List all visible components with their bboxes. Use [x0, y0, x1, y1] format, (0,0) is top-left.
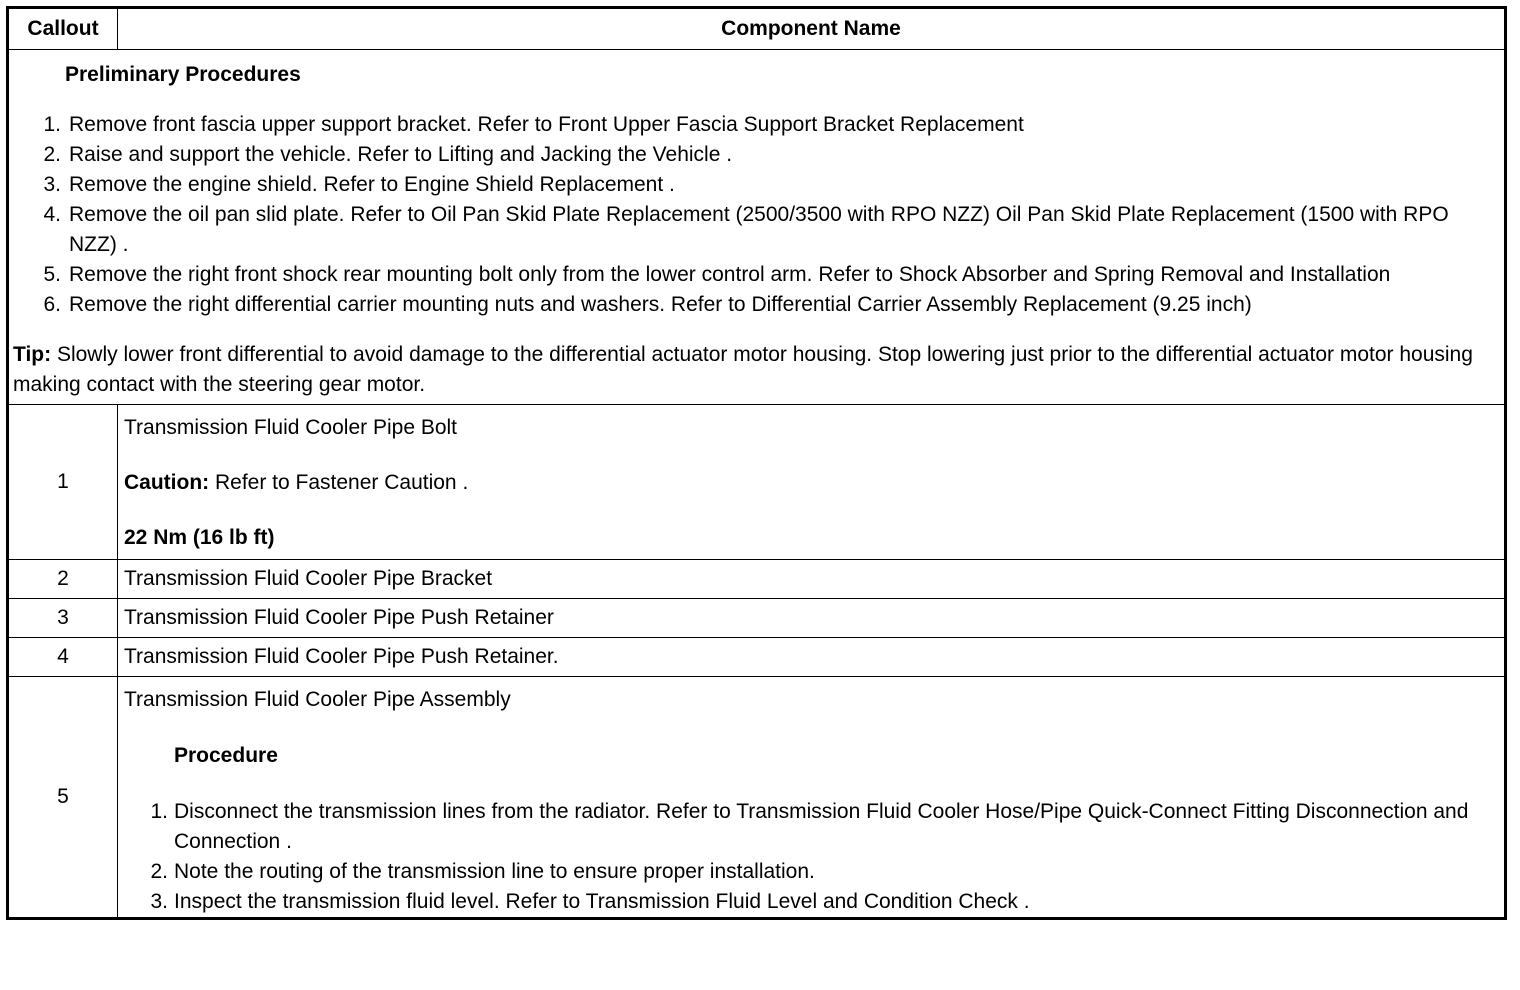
callout-number: 3	[8, 599, 118, 638]
step-number: 6.	[43, 293, 61, 316]
step-number: 3.	[150, 890, 168, 913]
procedure-step	[150, 887, 1498, 917]
step-text: Remove the engine shield. Refer to Engine Shield Replacement .	[69, 173, 675, 196]
torque-spec: 22 Nm (16 lb ft)	[124, 526, 275, 549]
preliminary-row	[8, 50, 1506, 405]
caution-label: Caution:	[124, 471, 210, 494]
step-text: Remove the right front shock rear mounting bolt only from the lower control arm. Refer to Shock Absorber and Spring Removal and Installation	[69, 263, 1391, 286]
tip-label: Tip:	[13, 343, 52, 366]
component-table	[6, 6, 1507, 920]
table-row	[8, 405, 1506, 560]
callout-number: 2	[8, 560, 118, 599]
table-row	[8, 677, 1506, 919]
component-name: Transmission Fluid Cooler Pipe Bracket	[118, 560, 1506, 599]
step-number: 3.	[43, 173, 61, 196]
component-name: Transmission Fluid Cooler Pipe Bolt	[124, 416, 458, 439]
step-text: Disconnect the transmission lines from the radiator. Refer to Transmission Fluid Cooler Hose/Pipe Quick-Connect Fitting Disconnection and Connection .	[174, 800, 1469, 853]
step-number: 2.	[150, 860, 168, 883]
tip-note	[13, 340, 1500, 400]
step-number: 1.	[150, 800, 168, 823]
procedure-heading: Procedure	[174, 744, 278, 767]
preliminary-steps	[13, 110, 1500, 320]
component-cell	[118, 405, 1506, 560]
table-row	[8, 560, 1506, 599]
step-number: 2.	[43, 143, 61, 166]
component-name: Transmission Fluid Cooler Pipe Assembly	[124, 688, 511, 711]
step-text: Inspect the transmission fluid level. Refer to Transmission Fluid Level and Condition Check .	[174, 890, 1030, 913]
callout-number: 4	[8, 638, 118, 677]
tip-text: Slowly lower front differential to avoid damage to the differential actuator motor housing. Stop lowering just prior to the differential actuator motor housing making contact with the steering gear motor.	[13, 343, 1473, 396]
callout-number: 5	[8, 677, 118, 919]
preliminary-step	[43, 170, 1500, 200]
component-cell	[118, 677, 1506, 919]
step-text: Remove the oil pan slid plate. Refer to Oil Pan Skid Plate Replacement (2500/3500 with RPO NZZ) Oil Pan Skid Plate Replacement (1500 with RPO NZZ) .	[69, 203, 1449, 256]
step-text: Raise and support the vehicle. Refer to Lifting and Jacking the Vehicle .	[69, 143, 733, 166]
table-row	[8, 638, 1506, 677]
callout-number: 1	[8, 405, 118, 560]
step-number: 1.	[43, 113, 61, 136]
preliminary-step	[43, 110, 1500, 140]
table-header-row	[8, 8, 1506, 50]
header-callout: Callout	[8, 8, 118, 50]
table-row	[8, 599, 1506, 638]
preliminary-step	[43, 290, 1500, 320]
step-text: Remove front fascia upper support bracket. Refer to Front Upper Fascia Support Bracket Replacement	[69, 113, 1024, 136]
procedure-step	[150, 857, 1498, 887]
procedure-steps	[124, 797, 1498, 917]
procedure-step	[150, 797, 1498, 857]
preliminary-step	[43, 260, 1500, 290]
component-name: Transmission Fluid Cooler Pipe Push Retainer	[118, 599, 1506, 638]
caution-text: Refer to Fastener Caution .	[209, 471, 469, 494]
preliminary-cell	[8, 50, 1506, 405]
step-text: Note the routing of the transmission line to ensure proper installation.	[174, 860, 815, 883]
header-component-name: Component Name	[118, 8, 1506, 50]
preliminary-heading: Preliminary Procedures	[65, 63, 301, 86]
preliminary-step	[43, 140, 1500, 170]
step-text: Remove the right differential carrier mounting nuts and washers. Refer to Differential Carrier Assembly Replacement (9.25 inch)	[69, 293, 1252, 316]
preliminary-step	[43, 200, 1500, 260]
component-name: Transmission Fluid Cooler Pipe Push Retainer.	[118, 638, 1506, 677]
caution-note	[124, 468, 1498, 498]
step-number: 4.	[43, 203, 61, 226]
step-number: 5.	[43, 263, 61, 286]
